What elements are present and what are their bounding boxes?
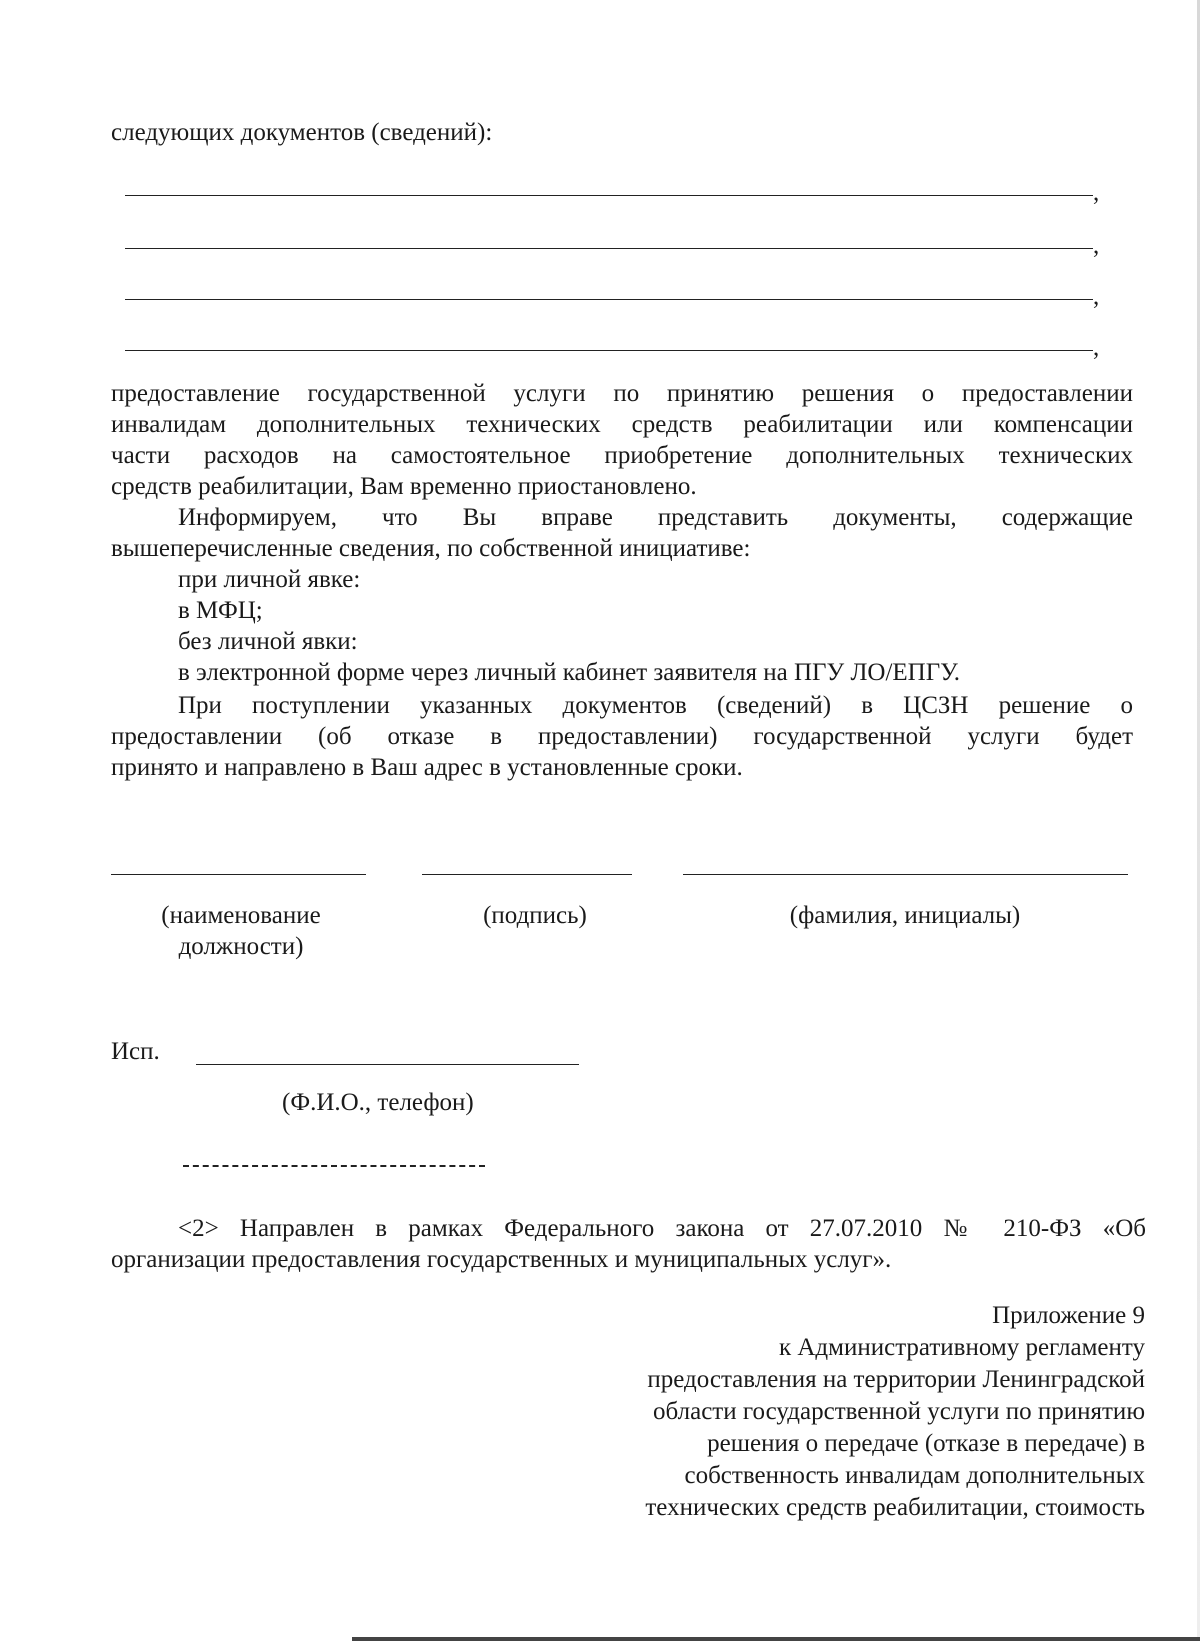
executor-label: Исп.: [111, 1038, 160, 1065]
paragraph-line: предоставлении (об отказе в предоставлении) государственной услуги будет: [111, 723, 1133, 750]
footnote-line: организации предоставления государственных и муниципальных услуг».: [111, 1246, 892, 1273]
paragraph-line: Информируем, что Вы вправе представить документы, содержащие: [178, 504, 1133, 531]
inform-paragraph: [111, 502, 1133, 564]
blank-comma: ,: [1093, 334, 1100, 361]
footnote: [111, 1213, 1146, 1275]
option-mfc: в МФЦ;: [178, 597, 263, 624]
footnote-line: <2> Направлен в рамках Федерального закона от 27.07.2010 № 210-ФЗ «Об: [178, 1215, 1146, 1242]
appendix-line: к Административному регламенту: [778, 1334, 1145, 1361]
suspension-paragraph: [111, 378, 1133, 502]
blank-line: [125, 248, 1093, 249]
paragraph-line: предоставление государственной услуги по принятию решения о предоставлении: [111, 380, 1133, 407]
option-remote: без личной явки:: [178, 628, 358, 655]
paragraph-line: средств реабилитации, Вам временно приостановлено.: [111, 473, 697, 500]
name-caption: (фамилия, инициалы): [789, 902, 1021, 929]
paragraph-line: При поступлении указанных документов (сведений) в ЦСЗН решение о: [178, 692, 1133, 719]
blank-comma: ,: [1093, 179, 1100, 206]
option-electronic: в электронной форме через личный кабинет заявителя на ПГУ ЛО/ЕПГУ.: [178, 659, 961, 686]
paragraph-line: вышеперечисленные сведения, по собственной инициативе:: [111, 535, 751, 562]
paragraph-line: принято и направлено в Ваш адрес в установленные сроки.: [111, 754, 743, 781]
blank-line: [125, 195, 1093, 196]
option-personal: при личной явке:: [178, 566, 361, 593]
signature-line: [422, 874, 632, 875]
paragraph-line: части расходов на самостоятельное приобретение дополнительных технических: [111, 442, 1133, 469]
executor-caption: (Ф.И.О., телефон): [282, 1089, 474, 1116]
blank-comma: ,: [1093, 232, 1100, 259]
appendix-line: области государственной услуги по принятию: [653, 1398, 1145, 1425]
position-signature-line: [111, 874, 366, 875]
signature-caption: (подпись): [483, 902, 587, 929]
position-caption: (наименование должности): [161, 902, 321, 960]
blank-comma: ,: [1093, 283, 1100, 310]
appendix-line: предоставления на территории Ленинградской: [647, 1366, 1145, 1393]
footnote-separator: [183, 1165, 485, 1167]
appendix-line: решения о передаче (отказе в передаче) в: [707, 1430, 1145, 1457]
name-signature-line: [683, 874, 1128, 875]
appendix-line: собственность инвалидам дополнительных: [684, 1462, 1145, 1489]
documents-label: следующих документов (сведений):: [111, 119, 493, 146]
receipt-paragraph: [111, 690, 1133, 783]
appendix-line: технических средств реабилитации, стоимость: [645, 1494, 1145, 1521]
appendix-title: Приложение 9: [992, 1302, 1145, 1329]
paragraph-line: инвалидам дополнительных технических средств реабилитации или компенсации: [111, 411, 1133, 438]
appendix-header: [505, 1300, 1145, 1524]
blank-line: [125, 299, 1093, 300]
blank-line: [125, 350, 1093, 351]
scan-bottom-edge: [352, 1637, 1200, 1641]
executor-line: [196, 1064, 579, 1065]
